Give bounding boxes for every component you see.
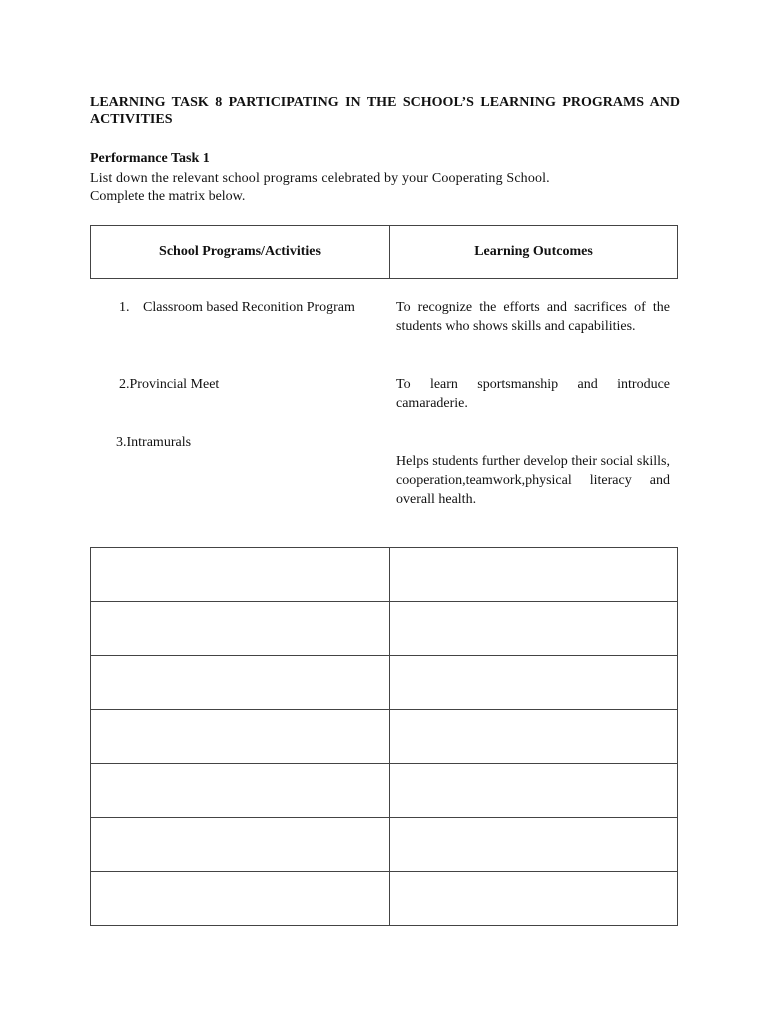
blank-cell (91, 602, 390, 656)
blank-cell (91, 764, 390, 818)
matrix-header-table (90, 225, 678, 279)
blank-cell (91, 548, 390, 602)
program-entry-3 (116, 433, 191, 452)
table-row (91, 656, 678, 710)
table-row (91, 602, 678, 656)
blank-cell (390, 548, 678, 602)
blank-cell (390, 656, 678, 710)
performance-task-heading: Performance Task 1 (90, 151, 210, 166)
learning-outcome-1: To recognize the efforts and sacrifices of the students who shows skills and capabilities. (396, 300, 670, 334)
instruction-line: Complete the matrix below. (90, 189, 246, 204)
instructions (90, 170, 680, 206)
table-row (91, 872, 678, 926)
program-name: Provincial Meet (129, 377, 220, 392)
entry-number: 3. (116, 435, 127, 450)
table-row (91, 548, 678, 602)
entry-number: 1. (119, 300, 130, 315)
entry-number: 2. (119, 377, 130, 392)
table-row (91, 710, 678, 764)
instruction-line: List down the relevant school programs celebrated by your Cooperating School. (90, 171, 550, 186)
learning-outcome-3: Helps students further develop their social skills, cooperation,teamwork,physical literacy and overall health. (396, 454, 670, 507)
program-name: Intramurals (126, 435, 192, 450)
blank-cell (390, 602, 678, 656)
blank-cell (390, 872, 678, 926)
blank-cell (91, 872, 390, 926)
matrix-header-row (91, 226, 678, 279)
program-entry-2 (119, 375, 219, 394)
document-title: LEARNING TASK 8 PARTICIPATING IN THE SCHOOL’S LEARNING PROGRAMS AND ACTIVITIES (90, 95, 680, 127)
column-header-programs: School Programs/Activities (91, 226, 390, 279)
table-row (91, 818, 678, 872)
column-header-outcomes: Learning Outcomes (390, 226, 678, 279)
blank-cell (390, 818, 678, 872)
blank-cell (91, 656, 390, 710)
blank-cell (390, 710, 678, 764)
blank-cell (91, 818, 390, 872)
blank-cell (91, 710, 390, 764)
blank-matrix-table (90, 547, 678, 926)
table-row (91, 764, 678, 818)
learning-outcome-2: To learn sportsmanship and introduce camaraderie. (396, 377, 670, 411)
program-entry-1 (119, 298, 355, 317)
program-name: Classroom based Reconition Program (143, 300, 355, 315)
blank-cell (390, 764, 678, 818)
